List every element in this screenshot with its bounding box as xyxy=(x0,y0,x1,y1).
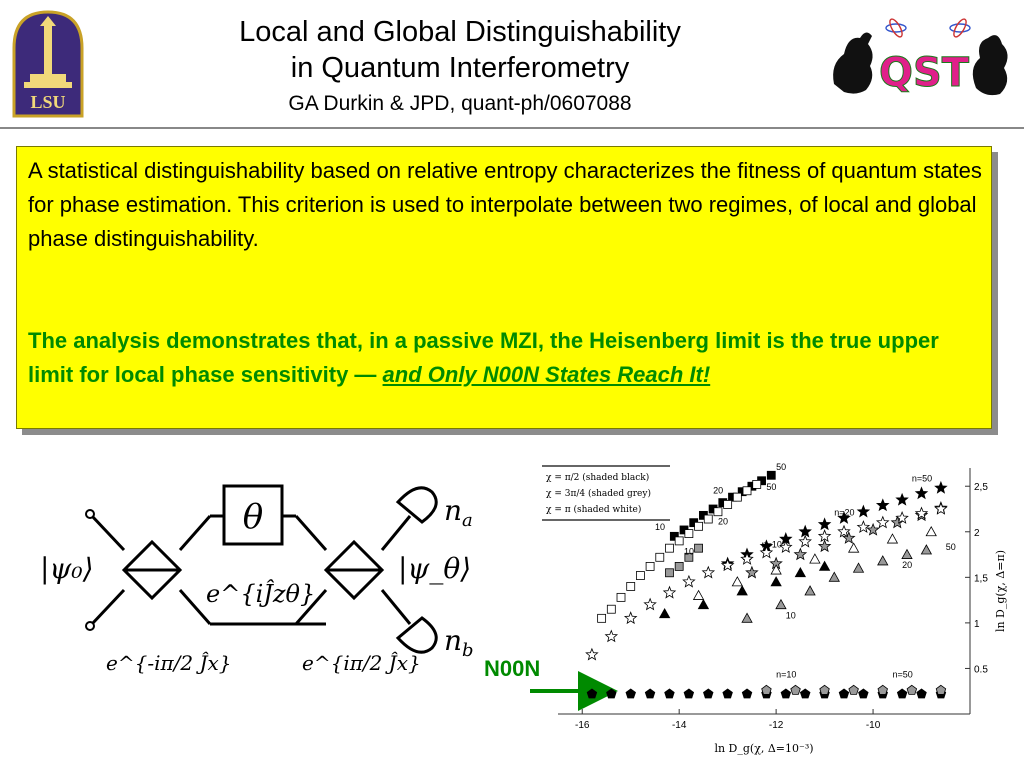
chart-annotation: n=10 xyxy=(776,669,797,680)
detector-a xyxy=(398,488,436,522)
chart-annotation: 50 xyxy=(776,461,787,472)
chart-annotation: 10 xyxy=(684,546,695,557)
data-point-star xyxy=(625,612,636,623)
conclusion-lead: The analysis demonstrates that, in a passive MZI, the Heisenberg limit is the true upper limit for local phase sensitivity — xyxy=(28,328,939,387)
legend-entry: χ = π (shaded white) xyxy=(546,505,642,515)
data-point-square xyxy=(753,480,761,488)
data-point-star xyxy=(819,519,830,530)
data-point-pentagon xyxy=(849,685,859,694)
data-point-square xyxy=(665,544,673,552)
data-point-pentagon xyxy=(859,689,869,698)
psi-out-label: |ψ_θ⟩ xyxy=(398,552,472,585)
data-point-triangle xyxy=(698,600,708,609)
qst-logo-text: QST xyxy=(878,50,970,96)
title-line2: in Quantum Interferometry xyxy=(290,52,630,84)
data-point-triangle xyxy=(732,577,742,586)
n-a-label: $n_a$ xyxy=(444,494,473,531)
data-point-triangle xyxy=(887,534,897,543)
data-point-pentagon xyxy=(839,689,849,698)
data-point-triangle xyxy=(926,527,936,536)
series-triangle-black xyxy=(660,561,830,617)
series-square-white xyxy=(598,480,761,622)
data-point-square xyxy=(607,605,615,613)
y-tick-label: 2,5 xyxy=(974,482,988,494)
x-tick-label: -16 xyxy=(575,720,590,731)
data-point-triangle xyxy=(805,586,815,595)
data-point-triangle xyxy=(771,577,781,586)
data-point-square xyxy=(685,530,693,538)
data-point-triangle xyxy=(902,550,912,559)
data-point-star xyxy=(722,560,734,571)
title-line1: Local and Global Distinguishability xyxy=(239,16,681,48)
data-point-triangle xyxy=(921,545,931,554)
chart-annotation: 10 xyxy=(785,610,796,621)
data-point-square xyxy=(627,582,635,590)
data-point-pentagon xyxy=(791,685,801,694)
data-point-square xyxy=(617,593,625,601)
chart-annotation: 20 xyxy=(713,485,724,496)
data-point-star xyxy=(703,567,714,578)
chart-annotation: 10 xyxy=(654,521,665,532)
data-point-star xyxy=(916,488,927,499)
header-divider xyxy=(0,127,1024,129)
data-point-triangle xyxy=(795,568,805,577)
lsu-logo-text: LSU xyxy=(30,92,66,112)
data-point-triangle xyxy=(849,543,859,552)
data-point-star xyxy=(877,517,889,528)
data-point-star xyxy=(606,631,617,642)
data-point-pentagon xyxy=(645,689,655,698)
psi-in-label: |ψ₀⟩ xyxy=(40,552,94,585)
data-point-square xyxy=(695,544,703,552)
series-triangle-grey xyxy=(742,545,931,622)
data-point-star xyxy=(664,587,675,598)
data-point-square xyxy=(724,500,732,508)
data-point-square xyxy=(714,508,722,516)
bs1-operator: e^{-iπ/2 Ĵx} xyxy=(106,651,232,675)
authors: GA Durkin & JPD, quant-ph/0607088 xyxy=(288,92,632,115)
data-point-star xyxy=(877,499,889,510)
chart-annotation: 50 xyxy=(766,481,777,492)
data-point-triangle xyxy=(810,554,820,563)
data-point-square xyxy=(743,487,751,495)
data-point-star xyxy=(746,567,757,578)
data-point-star xyxy=(858,506,869,517)
y-tick-label: 1 xyxy=(974,618,980,630)
data-point-star xyxy=(819,540,830,551)
data-point-triangle xyxy=(694,591,704,600)
data-point-square xyxy=(733,493,741,501)
data-point-square xyxy=(598,614,606,622)
lsu-logo xyxy=(10,8,86,120)
data-point-square xyxy=(704,515,712,523)
data-point-pentagon xyxy=(762,685,772,694)
chart-annotation: 20 xyxy=(902,560,913,571)
data-point-pentagon xyxy=(897,689,907,698)
data-point-triangle xyxy=(829,572,839,581)
data-point-star xyxy=(586,649,597,660)
data-point-square xyxy=(665,569,673,577)
data-point-pentagon xyxy=(820,685,830,694)
data-point-square xyxy=(675,537,683,545)
data-point-pentagon xyxy=(742,689,752,698)
data-point-triangle xyxy=(878,556,888,565)
summary-paragraph: A statistical distinguishability based on relative entropy characterizes the fitness of quantum states for phase estimation. This criterion is used to interpolate between two regimes, of local and global phase distinguishability. xyxy=(28,158,982,251)
data-point-pentagon xyxy=(665,689,675,698)
data-point-pentagon xyxy=(917,689,927,698)
data-point-star xyxy=(795,549,807,560)
data-point-square xyxy=(636,572,644,580)
data-point-pentagon xyxy=(704,689,714,698)
data-point-triangle xyxy=(660,609,670,618)
data-point-star xyxy=(800,536,811,547)
n-b-label: $n_b$ xyxy=(444,624,474,661)
chart-annotation: n=50 xyxy=(911,473,933,484)
series-star-white xyxy=(586,503,946,660)
series-star-black xyxy=(722,482,947,569)
data-point-triangle xyxy=(771,565,781,574)
qst-logo xyxy=(826,14,1016,104)
data-point-pentagon xyxy=(723,689,733,698)
data-point-pentagon xyxy=(907,685,917,694)
data-point-pentagon xyxy=(781,689,791,698)
y-tick-label: 2 xyxy=(974,527,980,539)
y-tick-label: 0.5 xyxy=(974,664,988,676)
legend-entry: χ = π/2 (shaded black) xyxy=(546,473,650,483)
data-point-square xyxy=(695,522,703,530)
scatter-chart xyxy=(530,460,1020,760)
data-point-pentagon xyxy=(684,689,694,698)
data-point-triangle xyxy=(737,586,747,595)
data-point-square xyxy=(656,553,664,561)
chart-annotation: n=10 xyxy=(761,539,782,550)
bs2-operator: e^{iπ/2 Ĵx} xyxy=(302,651,421,675)
data-point-triangle xyxy=(820,561,830,570)
conclusion-emphasis: and Only N00N States Reach It! xyxy=(382,362,711,387)
conclusion-paragraph xyxy=(28,324,983,392)
legend-entry: χ = 3π/4 (shaded grey) xyxy=(546,489,651,499)
chart-annotation: n=50 xyxy=(892,669,913,680)
data-point-pentagon xyxy=(800,689,810,698)
chart-annotation: n=20 xyxy=(834,507,855,518)
data-point-triangle xyxy=(854,563,864,572)
data-point-pentagon xyxy=(878,685,888,694)
y-tick-label: 1,5 xyxy=(974,573,988,585)
y-axis-label: ln D_g(χ, Δ=π) xyxy=(994,549,1007,633)
data-point-star xyxy=(935,503,946,514)
data-point-star xyxy=(858,521,869,532)
data-point-pentagon xyxy=(936,685,946,694)
data-point-square xyxy=(767,471,775,479)
data-point-square xyxy=(675,562,683,570)
x-axis-label: ln D_g(χ, Δ=10⁻³) xyxy=(714,742,814,755)
phase-operator: e^{iĴzθ} xyxy=(206,580,316,608)
chart-annotation: 20 xyxy=(717,516,728,527)
data-point-star xyxy=(896,494,907,505)
theta-label: θ xyxy=(242,497,264,537)
data-point-triangle xyxy=(742,613,752,622)
data-point-triangle xyxy=(776,600,786,609)
x-tick-label: -14 xyxy=(671,720,687,731)
data-point-star xyxy=(741,553,752,564)
chart-annotation: 50 xyxy=(945,542,956,552)
x-tick-label: -12 xyxy=(768,720,784,731)
data-point-star xyxy=(935,482,946,493)
detector-b xyxy=(398,618,436,652)
noon-label: N00N xyxy=(484,656,541,681)
data-point-pentagon xyxy=(626,689,636,698)
x-tick-label: -10 xyxy=(865,720,881,731)
data-point-square xyxy=(646,562,654,570)
data-point-star xyxy=(644,599,655,610)
mzi-diagram xyxy=(30,470,490,690)
data-point-star xyxy=(683,576,694,587)
